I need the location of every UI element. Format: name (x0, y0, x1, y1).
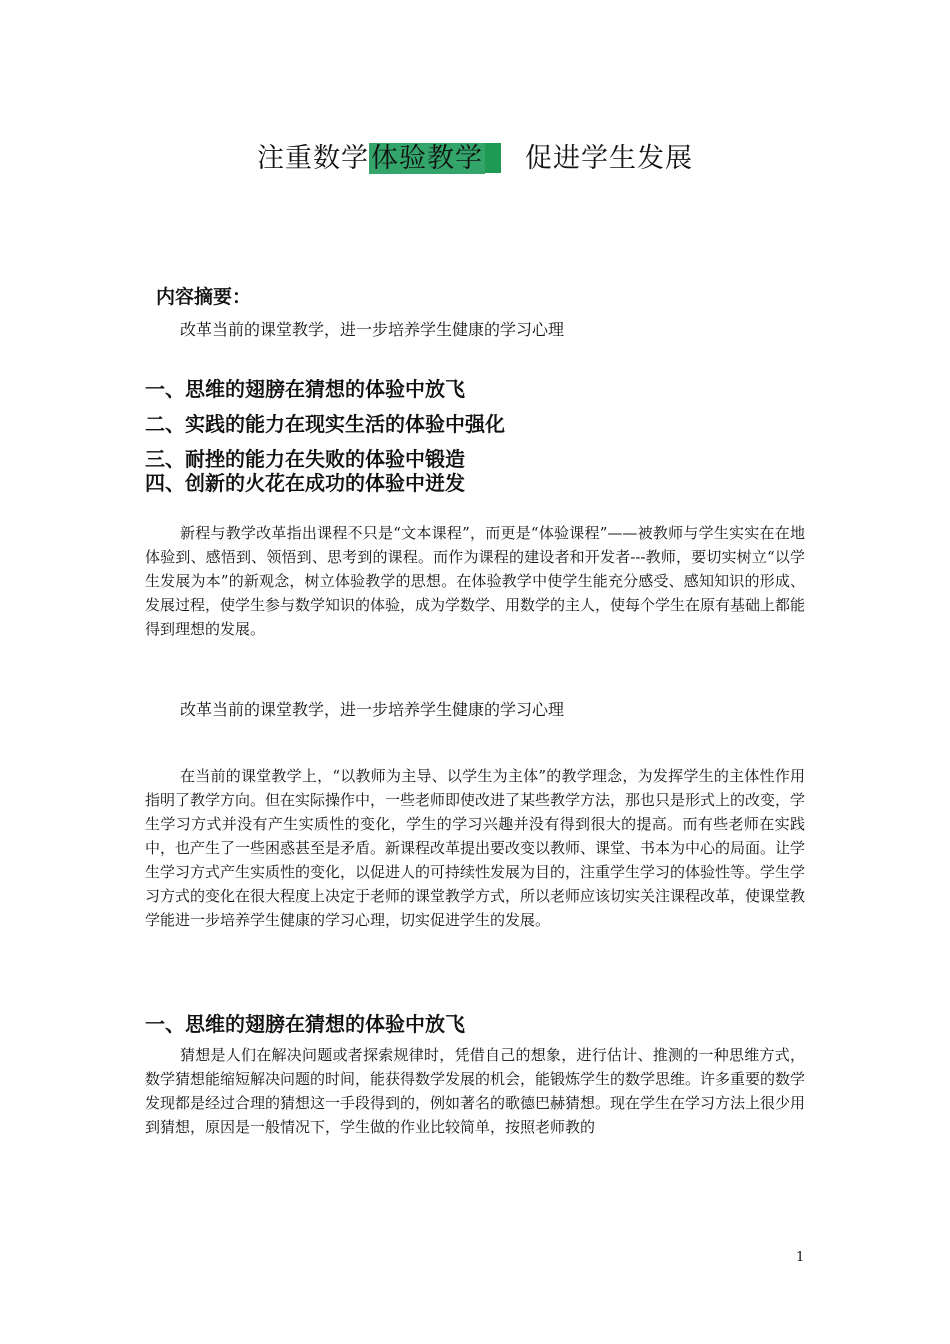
outline-item-3: 三、耐挫的能力在失败的体验中锻造 (145, 447, 465, 471)
title-highlighted-text: 体验教学 (371, 143, 483, 174)
title-part1: 注重数学 (257, 143, 369, 174)
summary-label: 内容摘要： (156, 286, 252, 308)
section1-heading: 一、思维的翅膀在猜想的体验中放飞 (145, 1012, 465, 1036)
summary-text: 改革当前的课堂教学，进一步培养学生健康的学习心理 (180, 320, 565, 339)
outline-item-2: 二、实践的能力在现实生活的体验中强化 (145, 412, 505, 436)
selection-marker (485, 143, 501, 173)
document-title (0, 136, 950, 175)
section1-paragraph: 猜想是人们在解决问题或者探索规律时，凭借自己的想象，进行估计、推测的一种思维方式，数学猜想能缩短解决问题的时间，能获得数学发展的机会，能锻炼学生的数学思维。许多重要的数学发现都是经过合理的猜想这一手段得到的，例如著名的歌德巴赫猜想。现在学生在学习方法上很少用到猜想，原因是一般情况下，学生做的作业比较简单，按照老师教的 (145, 1046, 806, 1136)
section-intro-heading: 改革当前的课堂教学，进一步培养学生健康的学习心理 (180, 700, 565, 719)
intro-paragraph: 新程与教学改革指出课程不只是“文本课程”，而更是“体验课程”——被教师与学生实实在在地体验到、感悟到、领悟到、思考到的课程。而作为课程的建设者和开发者---教师，要切实树立“以学生发展为本”的新观念，树立体验教学的思想。在体验教学中使学生能充分感受、感知知识的形成、发展过程，使学生参与数学知识的体验，成为学数学、用数学的主人，使每个学生在原有基础上都能得到理想的发展。 (145, 524, 806, 638)
title-part2: 促进学生发展 (525, 143, 693, 174)
outline-item-1: 一、思维的翅膀在猜想的体验中放飞 (145, 377, 465, 401)
outline-item-4: 四、创新的火花在成功的体验中迸发 (145, 471, 465, 495)
page-number: 1 (796, 1250, 805, 1265)
section-intro-paragraph: 在当前的课堂教学上，“以教师为主导、以学生为主体”的教学理念，为发挥学生的主体性作用指明了教学方向。但在实际操作中，一些老师即使改进了某些教学方法，那也只是形式上的改变，学生学习方式并没有产生实质性的变化，学生的学习兴趣并没有得到很大的提高。而有些老师在实践中，也产生了一些困惑甚至是矛盾。新课程改革提出要改变以教师、课堂、书本为中心的局面。让学生学习方式产生实质性的变化，以促进人的可持续性发展为目的，注重学生学习的体验性等。学生学习方式的变化在很大程度上决定于老师的课堂教学方式，所以老师应该切实关注课程改革，使课堂教学能进一步培养学生健康的学习心理，切实促进学生的发展。 (145, 767, 806, 929)
